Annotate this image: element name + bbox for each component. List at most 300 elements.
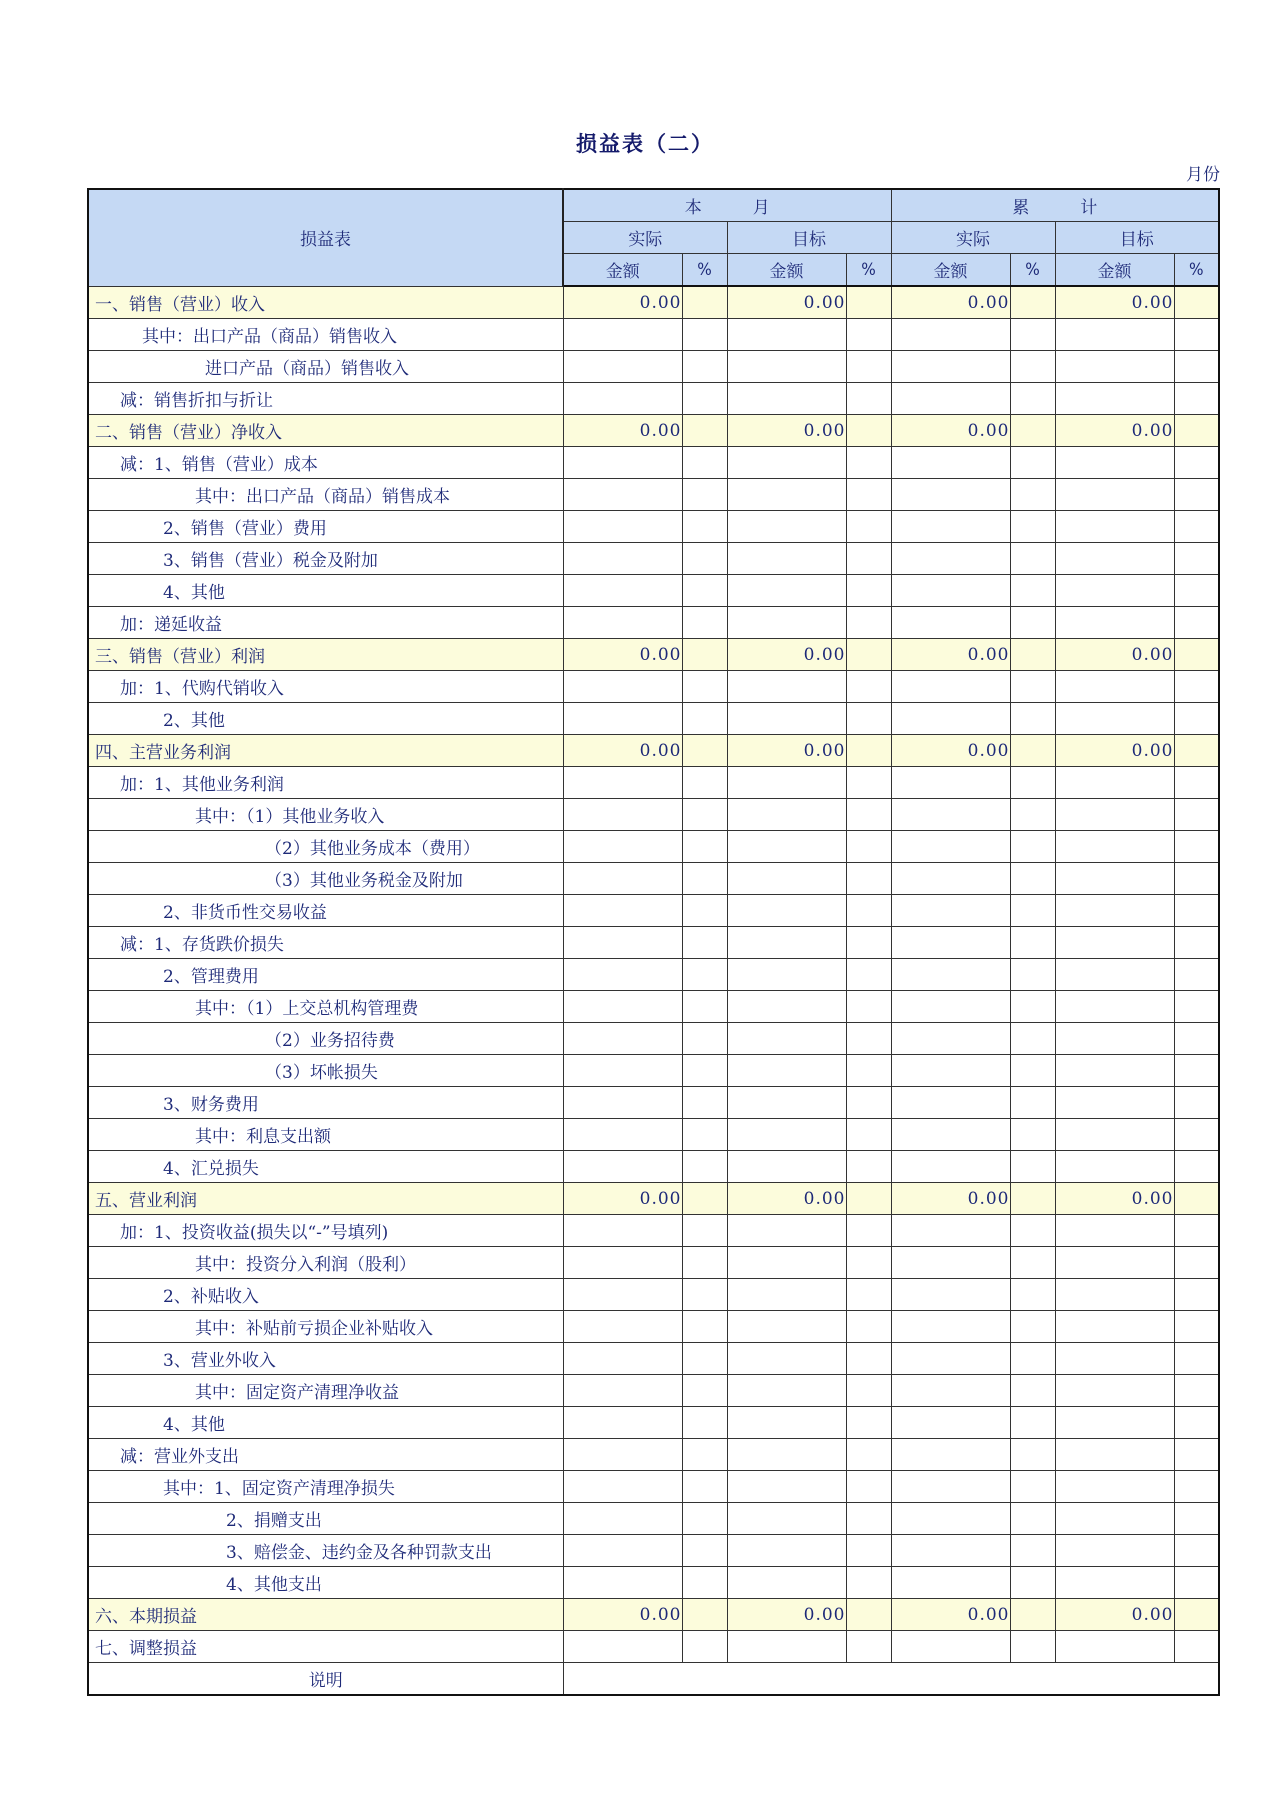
cum-target-amount-cell[interactable] <box>1055 703 1174 735</box>
month-target-amount-cell[interactable]: 0.00 <box>727 286 846 319</box>
cum-actual-amount-cell[interactable] <box>891 671 1010 703</box>
month-actual-percent-cell[interactable] <box>682 1407 727 1439</box>
cum-actual-amount-cell[interactable] <box>891 319 1010 351</box>
month-actual-amount-cell[interactable] <box>563 1023 682 1055</box>
month-target-percent-cell[interactable] <box>846 319 891 351</box>
cum-target-percent-cell[interactable] <box>1174 831 1219 863</box>
cum-target-percent-cell[interactable] <box>1174 286 1219 319</box>
month-target-percent-cell[interactable] <box>846 1567 891 1599</box>
cum-target-amount-cell[interactable] <box>1055 1567 1174 1599</box>
month-actual-percent-cell[interactable] <box>682 1023 727 1055</box>
cum-actual-amount-cell[interactable] <box>891 1055 1010 1087</box>
cum-actual-percent-cell[interactable] <box>1010 511 1055 543</box>
cum-target-percent-cell[interactable] <box>1174 575 1219 607</box>
cum-target-percent-cell[interactable] <box>1174 1375 1219 1407</box>
month-target-percent-cell[interactable] <box>846 639 891 671</box>
cum-target-percent-cell[interactable] <box>1174 1535 1219 1567</box>
cum-target-percent-cell[interactable] <box>1174 639 1219 671</box>
cum-actual-percent-cell[interactable] <box>1010 1215 1055 1247</box>
cum-actual-amount-cell[interactable] <box>891 1087 1010 1119</box>
cum-actual-percent-cell[interactable] <box>1010 895 1055 927</box>
cum-target-percent-cell[interactable] <box>1174 351 1219 383</box>
cum-target-amount-cell[interactable] <box>1055 1151 1174 1183</box>
month-target-amount-cell[interactable] <box>727 351 846 383</box>
month-actual-amount-cell[interactable] <box>563 1631 682 1663</box>
cum-target-percent-cell[interactable] <box>1174 1311 1219 1343</box>
cum-actual-percent-cell[interactable] <box>1010 767 1055 799</box>
month-actual-amount-cell[interactable] <box>563 479 682 511</box>
month-actual-amount-cell[interactable]: 0.00 <box>563 639 682 671</box>
cum-target-amount-cell[interactable] <box>1055 1055 1174 1087</box>
month-actual-amount-cell[interactable] <box>563 1311 682 1343</box>
row-label-cell[interactable]: 减：1、销售（营业）成本 <box>88 447 563 479</box>
month-target-amount-cell[interactable] <box>727 447 846 479</box>
month-target-amount-cell[interactable] <box>727 607 846 639</box>
month-actual-percent-cell[interactable] <box>682 1215 727 1247</box>
cum-target-amount-cell[interactable] <box>1055 991 1174 1023</box>
cum-actual-percent-cell[interactable] <box>1010 479 1055 511</box>
cum-target-percent-cell[interactable] <box>1174 1055 1219 1087</box>
cum-target-amount-cell[interactable] <box>1055 1119 1174 1151</box>
month-actual-percent-cell[interactable] <box>682 575 727 607</box>
cum-target-amount-cell[interactable]: 0.00 <box>1055 415 1174 447</box>
month-target-percent-cell[interactable] <box>846 286 891 319</box>
row-label-cell[interactable]: 其中：（1）上交总机构管理费 <box>88 991 563 1023</box>
month-actual-amount-cell[interactable] <box>563 351 682 383</box>
month-target-percent-cell[interactable] <box>846 895 891 927</box>
cum-actual-percent-cell[interactable] <box>1010 671 1055 703</box>
cum-actual-percent-cell[interactable] <box>1010 799 1055 831</box>
header-group-cumulative[interactable]: 累 计 <box>891 189 1219 222</box>
cum-actual-percent-cell[interactable] <box>1010 1247 1055 1279</box>
row-label-cell[interactable]: 2、其他 <box>88 703 563 735</box>
cum-actual-percent-cell[interactable] <box>1010 1375 1055 1407</box>
month-target-percent-cell[interactable] <box>846 1087 891 1119</box>
cum-target-amount-cell[interactable] <box>1055 671 1174 703</box>
month-actual-percent-cell[interactable] <box>682 351 727 383</box>
month-actual-percent-cell[interactable] <box>682 1471 727 1503</box>
month-actual-percent-cell[interactable] <box>682 671 727 703</box>
month-actual-amount-cell[interactable] <box>563 1055 682 1087</box>
cum-target-percent-cell[interactable] <box>1174 607 1219 639</box>
month-actual-percent-cell[interactable] <box>682 1375 727 1407</box>
month-actual-amount-cell[interactable] <box>563 1279 682 1311</box>
header-subgroup-actual[interactable]: 实际 <box>891 222 1055 254</box>
month-target-amount-cell[interactable] <box>727 1567 846 1599</box>
cum-target-amount-cell[interactable] <box>1055 927 1174 959</box>
month-actual-amount-cell[interactable]: 0.00 <box>563 286 682 319</box>
cum-actual-amount-cell[interactable] <box>891 1535 1010 1567</box>
cum-actual-percent-cell[interactable] <box>1010 1279 1055 1311</box>
row-label-cell[interactable]: 3、营业外收入 <box>88 1343 563 1375</box>
month-actual-amount-cell[interactable] <box>563 1215 682 1247</box>
month-target-amount-cell[interactable] <box>727 575 846 607</box>
cum-actual-amount-cell[interactable] <box>891 1407 1010 1439</box>
month-actual-percent-cell[interactable] <box>682 415 727 447</box>
cum-actual-amount-cell[interactable]: 0.00 <box>891 1183 1010 1215</box>
month-target-percent-cell[interactable] <box>846 671 891 703</box>
cum-target-amount-cell[interactable] <box>1055 1631 1174 1663</box>
cum-target-amount-cell[interactable] <box>1055 767 1174 799</box>
month-actual-percent-cell[interactable] <box>682 1087 727 1119</box>
cum-actual-amount-cell[interactable] <box>891 1119 1010 1151</box>
header-col-amount[interactable]: 金额 <box>563 254 682 287</box>
cum-actual-amount-cell[interactable] <box>891 383 1010 415</box>
month-target-amount-cell[interactable] <box>727 1375 846 1407</box>
cum-target-amount-cell[interactable] <box>1055 575 1174 607</box>
month-target-percent-cell[interactable] <box>846 799 891 831</box>
month-actual-percent-cell[interactable] <box>682 703 727 735</box>
cum-actual-percent-cell[interactable] <box>1010 1567 1055 1599</box>
row-label-cell[interactable]: 加：1、其他业务利润 <box>88 767 563 799</box>
row-label-cell[interactable]: 4、其他 <box>88 1407 563 1439</box>
row-label-cell[interactable]: 其中：（1）其他业务收入 <box>88 799 563 831</box>
cum-actual-amount-cell[interactable] <box>891 1375 1010 1407</box>
month-target-percent-cell[interactable] <box>846 1023 891 1055</box>
month-target-amount-cell[interactable] <box>727 895 846 927</box>
header-subgroup-target[interactable]: 目标 <box>727 222 891 254</box>
cum-actual-percent-cell[interactable] <box>1010 1535 1055 1567</box>
cum-target-amount-cell[interactable] <box>1055 447 1174 479</box>
cum-target-percent-cell[interactable] <box>1174 735 1219 767</box>
cum-target-percent-cell[interactable] <box>1174 1247 1219 1279</box>
month-target-amount-cell[interactable] <box>727 1311 846 1343</box>
header-col-percent[interactable]: % <box>682 254 727 287</box>
cum-target-amount-cell[interactable] <box>1055 479 1174 511</box>
cum-target-amount-cell[interactable] <box>1055 1471 1174 1503</box>
cum-target-percent-cell[interactable] <box>1174 991 1219 1023</box>
month-actual-amount-cell[interactable]: 0.00 <box>563 1599 682 1631</box>
month-target-percent-cell[interactable] <box>846 607 891 639</box>
cum-actual-amount-cell[interactable] <box>891 1471 1010 1503</box>
row-label-cell[interactable]: 4、其他支出 <box>88 1567 563 1599</box>
month-actual-percent-cell[interactable] <box>682 799 727 831</box>
cum-target-percent-cell[interactable] <box>1174 383 1219 415</box>
cum-target-amount-cell[interactable] <box>1055 1311 1174 1343</box>
month-actual-percent-cell[interactable] <box>682 607 727 639</box>
month-target-amount-cell[interactable]: 0.00 <box>727 415 846 447</box>
cum-target-percent-cell[interactable] <box>1174 1503 1219 1535</box>
month-target-percent-cell[interactable] <box>846 1439 891 1471</box>
month-actual-percent-cell[interactable] <box>682 1119 727 1151</box>
month-actual-percent-cell[interactable] <box>682 447 727 479</box>
cum-target-amount-cell[interactable]: 0.00 <box>1055 1183 1174 1215</box>
cum-actual-percent-cell[interactable] <box>1010 351 1055 383</box>
month-actual-amount-cell[interactable] <box>563 1375 682 1407</box>
month-target-amount-cell[interactable]: 0.00 <box>727 1183 846 1215</box>
month-target-amount-cell[interactable]: 0.00 <box>727 1599 846 1631</box>
month-target-percent-cell[interactable] <box>846 1343 891 1375</box>
month-target-amount-cell[interactable] <box>727 1631 846 1663</box>
cum-actual-percent-cell[interactable] <box>1010 1439 1055 1471</box>
cum-target-amount-cell[interactable] <box>1055 383 1174 415</box>
cum-target-percent-cell[interactable] <box>1174 1215 1219 1247</box>
row-label-cell[interactable]: （3）其他业务税金及附加 <box>88 863 563 895</box>
month-actual-percent-cell[interactable] <box>682 1503 727 1535</box>
month-target-amount-cell[interactable]: 0.00 <box>727 639 846 671</box>
month-target-percent-cell[interactable] <box>846 767 891 799</box>
month-actual-amount-cell[interactable] <box>563 1151 682 1183</box>
month-target-percent-cell[interactable] <box>846 991 891 1023</box>
month-target-amount-cell[interactable] <box>727 831 846 863</box>
cum-target-percent-cell[interactable] <box>1174 1279 1219 1311</box>
month-actual-amount-cell[interactable] <box>563 575 682 607</box>
cum-actual-percent-cell[interactable] <box>1010 831 1055 863</box>
month-actual-amount-cell[interactable] <box>563 767 682 799</box>
month-actual-amount-cell[interactable] <box>563 319 682 351</box>
cum-target-percent-cell[interactable] <box>1174 1343 1219 1375</box>
header-subgroup-actual[interactable]: 实际 <box>563 222 727 254</box>
month-target-amount-cell[interactable] <box>727 767 846 799</box>
month-actual-amount-cell[interactable] <box>563 511 682 543</box>
row-label-cell[interactable]: 加：1、投资收益(损失以“-”号填列) <box>88 1215 563 1247</box>
cum-target-percent-cell[interactable] <box>1174 1023 1219 1055</box>
row-label-cell[interactable]: 其中：出口产品（商品）销售收入 <box>88 319 563 351</box>
month-actual-amount-cell[interactable] <box>563 1407 682 1439</box>
cum-actual-percent-cell[interactable] <box>1010 1055 1055 1087</box>
cum-actual-amount-cell[interactable] <box>891 511 1010 543</box>
cum-actual-amount-cell[interactable] <box>891 863 1010 895</box>
cum-target-amount-cell[interactable] <box>1055 799 1174 831</box>
cum-actual-percent-cell[interactable] <box>1010 1087 1055 1119</box>
month-actual-percent-cell[interactable] <box>682 319 727 351</box>
header-col-amount[interactable]: 金额 <box>891 254 1010 287</box>
month-target-percent-cell[interactable] <box>846 1183 891 1215</box>
month-target-amount-cell[interactable] <box>727 863 846 895</box>
cum-actual-amount-cell[interactable] <box>891 767 1010 799</box>
row-label-cell[interactable]: 其中：1、固定资产清理净损失 <box>88 1471 563 1503</box>
month-target-percent-cell[interactable] <box>846 1599 891 1631</box>
cum-actual-amount-cell[interactable] <box>891 703 1010 735</box>
cum-actual-percent-cell[interactable] <box>1010 1183 1055 1215</box>
month-target-amount-cell[interactable] <box>727 1087 846 1119</box>
month-target-amount-cell[interactable] <box>727 1343 846 1375</box>
cum-target-amount-cell[interactable] <box>1055 895 1174 927</box>
cum-target-amount-cell[interactable] <box>1055 1503 1174 1535</box>
cum-target-amount-cell[interactable] <box>1055 1279 1174 1311</box>
cum-actual-amount-cell[interactable]: 0.00 <box>891 1599 1010 1631</box>
month-actual-percent-cell[interactable] <box>682 1567 727 1599</box>
cum-target-amount-cell[interactable] <box>1055 351 1174 383</box>
row-label-cell[interactable]: 其中：补贴前亏损企业补贴收入 <box>88 1311 563 1343</box>
cum-target-amount-cell[interactable] <box>1055 607 1174 639</box>
month-target-percent-cell[interactable] <box>846 831 891 863</box>
cum-actual-amount-cell[interactable] <box>891 1279 1010 1311</box>
cum-actual-percent-cell[interactable] <box>1010 1119 1055 1151</box>
cum-actual-percent-cell[interactable] <box>1010 383 1055 415</box>
month-target-amount-cell[interactable] <box>727 511 846 543</box>
cum-target-percent-cell[interactable] <box>1174 447 1219 479</box>
cum-target-amount-cell[interactable]: 0.00 <box>1055 1599 1174 1631</box>
month-target-percent-cell[interactable] <box>846 959 891 991</box>
row-label-cell[interactable]: 2、补贴收入 <box>88 1279 563 1311</box>
row-label-cell[interactable]: 2、非货币性交易收益 <box>88 895 563 927</box>
month-target-percent-cell[interactable] <box>846 927 891 959</box>
month-actual-amount-cell[interactable] <box>563 607 682 639</box>
row-label-cell[interactable]: 4、汇兑损失 <box>88 1151 563 1183</box>
month-target-amount-cell[interactable] <box>727 1023 846 1055</box>
month-target-percent-cell[interactable] <box>846 1311 891 1343</box>
month-target-amount-cell[interactable]: 0.00 <box>727 735 846 767</box>
cum-target-amount-cell[interactable] <box>1055 511 1174 543</box>
row-label-cell[interactable]: 四、主营业务利润 <box>88 735 563 767</box>
cum-target-amount-cell[interactable] <box>1055 1343 1174 1375</box>
month-actual-amount-cell[interactable]: 0.00 <box>563 1183 682 1215</box>
cum-actual-amount-cell[interactable] <box>891 1215 1010 1247</box>
month-actual-percent-cell[interactable] <box>682 511 727 543</box>
cum-target-percent-cell[interactable] <box>1174 1151 1219 1183</box>
month-target-percent-cell[interactable] <box>846 1503 891 1535</box>
cum-target-percent-cell[interactable] <box>1174 511 1219 543</box>
month-actual-amount-cell[interactable]: 0.00 <box>563 415 682 447</box>
month-actual-percent-cell[interactable] <box>682 1247 727 1279</box>
month-actual-amount-cell[interactable] <box>563 1535 682 1567</box>
month-actual-amount-cell[interactable] <box>563 863 682 895</box>
header-col-amount[interactable]: 金额 <box>727 254 846 287</box>
row-label-cell[interactable]: 其中：利息支出额 <box>88 1119 563 1151</box>
month-target-amount-cell[interactable] <box>727 1535 846 1567</box>
month-target-percent-cell[interactable] <box>846 415 891 447</box>
row-label-cell[interactable]: 其中：固定资产清理净收益 <box>88 1375 563 1407</box>
month-actual-amount-cell[interactable] <box>563 991 682 1023</box>
month-actual-amount-cell[interactable] <box>563 703 682 735</box>
month-actual-amount-cell[interactable] <box>563 447 682 479</box>
cum-target-percent-cell[interactable] <box>1174 1599 1219 1631</box>
row-label-cell[interactable]: 三、销售（营业）利润 <box>88 639 563 671</box>
row-label-cell[interactable]: 3、销售（营业）税金及附加 <box>88 543 563 575</box>
row-label-cell[interactable]: 减：1、存货跌价损失 <box>88 927 563 959</box>
month-target-amount-cell[interactable] <box>727 1151 846 1183</box>
month-actual-percent-cell[interactable] <box>682 1311 727 1343</box>
row-label-cell[interactable]: 进口产品（商品）销售收入 <box>88 351 563 383</box>
month-actual-percent-cell[interactable] <box>682 927 727 959</box>
header-col-percent[interactable]: % <box>1174 254 1219 287</box>
cum-actual-amount-cell[interactable] <box>891 1247 1010 1279</box>
row-label-cell[interactable]: 2、销售（营业）费用 <box>88 511 563 543</box>
row-label-cell[interactable]: 七、调整损益 <box>88 1631 563 1663</box>
cum-target-percent-cell[interactable] <box>1174 959 1219 991</box>
cum-target-percent-cell[interactable] <box>1174 479 1219 511</box>
cum-actual-amount-cell[interactable] <box>891 831 1010 863</box>
cum-target-amount-cell[interactable] <box>1055 543 1174 575</box>
cum-actual-amount-cell[interactable] <box>891 959 1010 991</box>
cum-target-percent-cell[interactable] <box>1174 799 1219 831</box>
month-actual-amount-cell[interactable] <box>563 383 682 415</box>
row-label-cell[interactable]: 加：1、代购代销收入 <box>88 671 563 703</box>
cum-actual-amount-cell[interactable] <box>891 1567 1010 1599</box>
month-target-percent-cell[interactable] <box>846 351 891 383</box>
cum-actual-amount-cell[interactable] <box>891 447 1010 479</box>
month-target-percent-cell[interactable] <box>846 575 891 607</box>
month-target-percent-cell[interactable] <box>846 1151 891 1183</box>
row-label-cell[interactable]: 其中：出口产品（商品）销售成本 <box>88 479 563 511</box>
row-label-cell[interactable]: 4、其他 <box>88 575 563 607</box>
month-actual-amount-cell[interactable] <box>563 1343 682 1375</box>
note-label-cell[interactable]: 说明 <box>88 1663 563 1696</box>
row-label-cell[interactable]: 3、赔偿金、违约金及各种罚款支出 <box>88 1535 563 1567</box>
cum-actual-amount-cell[interactable] <box>891 895 1010 927</box>
month-actual-percent-cell[interactable] <box>682 1535 727 1567</box>
cum-actual-amount-cell[interactable]: 0.00 <box>891 415 1010 447</box>
cum-target-percent-cell[interactable] <box>1174 671 1219 703</box>
cum-actual-amount-cell[interactable] <box>891 351 1010 383</box>
month-actual-percent-cell[interactable] <box>682 639 727 671</box>
month-target-amount-cell[interactable] <box>727 991 846 1023</box>
month-target-amount-cell[interactable] <box>727 1503 846 1535</box>
cum-target-percent-cell[interactable] <box>1174 1471 1219 1503</box>
cum-actual-percent-cell[interactable] <box>1010 1023 1055 1055</box>
month-target-amount-cell[interactable] <box>727 671 846 703</box>
month-target-amount-cell[interactable] <box>727 1439 846 1471</box>
month-target-amount-cell[interactable] <box>727 703 846 735</box>
month-actual-percent-cell[interactable] <box>682 543 727 575</box>
month-actual-percent-cell[interactable] <box>682 1151 727 1183</box>
cum-actual-percent-cell[interactable] <box>1010 863 1055 895</box>
cum-actual-amount-cell[interactable] <box>891 607 1010 639</box>
cum-target-amount-cell[interactable]: 0.00 <box>1055 735 1174 767</box>
month-target-amount-cell[interactable] <box>727 1407 846 1439</box>
month-actual-amount-cell[interactable] <box>563 927 682 959</box>
month-target-percent-cell[interactable] <box>846 447 891 479</box>
header-col-amount[interactable]: 金额 <box>1055 254 1174 287</box>
month-actual-percent-cell[interactable] <box>682 735 727 767</box>
cum-actual-percent-cell[interactable] <box>1010 1311 1055 1343</box>
cum-target-percent-cell[interactable] <box>1174 1567 1219 1599</box>
month-target-percent-cell[interactable] <box>846 1055 891 1087</box>
month-target-percent-cell[interactable] <box>846 511 891 543</box>
cum-actual-amount-cell[interactable] <box>891 479 1010 511</box>
cum-target-percent-cell[interactable] <box>1174 895 1219 927</box>
cum-actual-percent-cell[interactable] <box>1010 735 1055 767</box>
cum-target-amount-cell[interactable] <box>1055 1439 1174 1471</box>
cum-target-amount-cell[interactable] <box>1055 831 1174 863</box>
month-actual-percent-cell[interactable] <box>682 286 727 319</box>
month-target-percent-cell[interactable] <box>846 479 891 511</box>
row-label-cell[interactable]: 减：销售折扣与折让 <box>88 383 563 415</box>
month-actual-percent-cell[interactable] <box>682 1183 727 1215</box>
month-target-percent-cell[interactable] <box>846 1631 891 1663</box>
cum-target-amount-cell[interactable] <box>1055 1215 1174 1247</box>
cum-actual-amount-cell[interactable] <box>891 927 1010 959</box>
month-actual-percent-cell[interactable] <box>682 767 727 799</box>
row-label-cell[interactable]: 二、销售（营业）净收入 <box>88 415 563 447</box>
cum-actual-amount-cell[interactable]: 0.00 <box>891 735 1010 767</box>
row-label-cell[interactable]: 2、管理费用 <box>88 959 563 991</box>
cum-actual-percent-cell[interactable] <box>1010 575 1055 607</box>
cum-target-percent-cell[interactable] <box>1174 1439 1219 1471</box>
row-label-cell[interactable]: 六、本期损益 <box>88 1599 563 1631</box>
cum-target-amount-cell[interactable] <box>1055 1535 1174 1567</box>
row-label-cell[interactable]: 五、营业利润 <box>88 1183 563 1215</box>
month-target-percent-cell[interactable] <box>846 863 891 895</box>
header-subgroup-target[interactable]: 目标 <box>1055 222 1219 254</box>
month-target-percent-cell[interactable] <box>846 1279 891 1311</box>
cum-actual-percent-cell[interactable] <box>1010 1599 1055 1631</box>
cum-actual-percent-cell[interactable] <box>1010 286 1055 319</box>
row-label-cell[interactable]: 2、捐赠支出 <box>88 1503 563 1535</box>
cum-target-percent-cell[interactable] <box>1174 767 1219 799</box>
month-target-amount-cell[interactable] <box>727 959 846 991</box>
cum-actual-percent-cell[interactable] <box>1010 959 1055 991</box>
month-target-amount-cell[interactable] <box>727 1119 846 1151</box>
month-target-amount-cell[interactable] <box>727 799 846 831</box>
cum-actual-amount-cell[interactable] <box>891 1023 1010 1055</box>
month-target-percent-cell[interactable] <box>846 1247 891 1279</box>
cum-actual-percent-cell[interactable] <box>1010 991 1055 1023</box>
cum-target-amount-cell[interactable]: 0.00 <box>1055 639 1174 671</box>
cum-target-percent-cell[interactable] <box>1174 415 1219 447</box>
month-target-amount-cell[interactable] <box>727 543 846 575</box>
